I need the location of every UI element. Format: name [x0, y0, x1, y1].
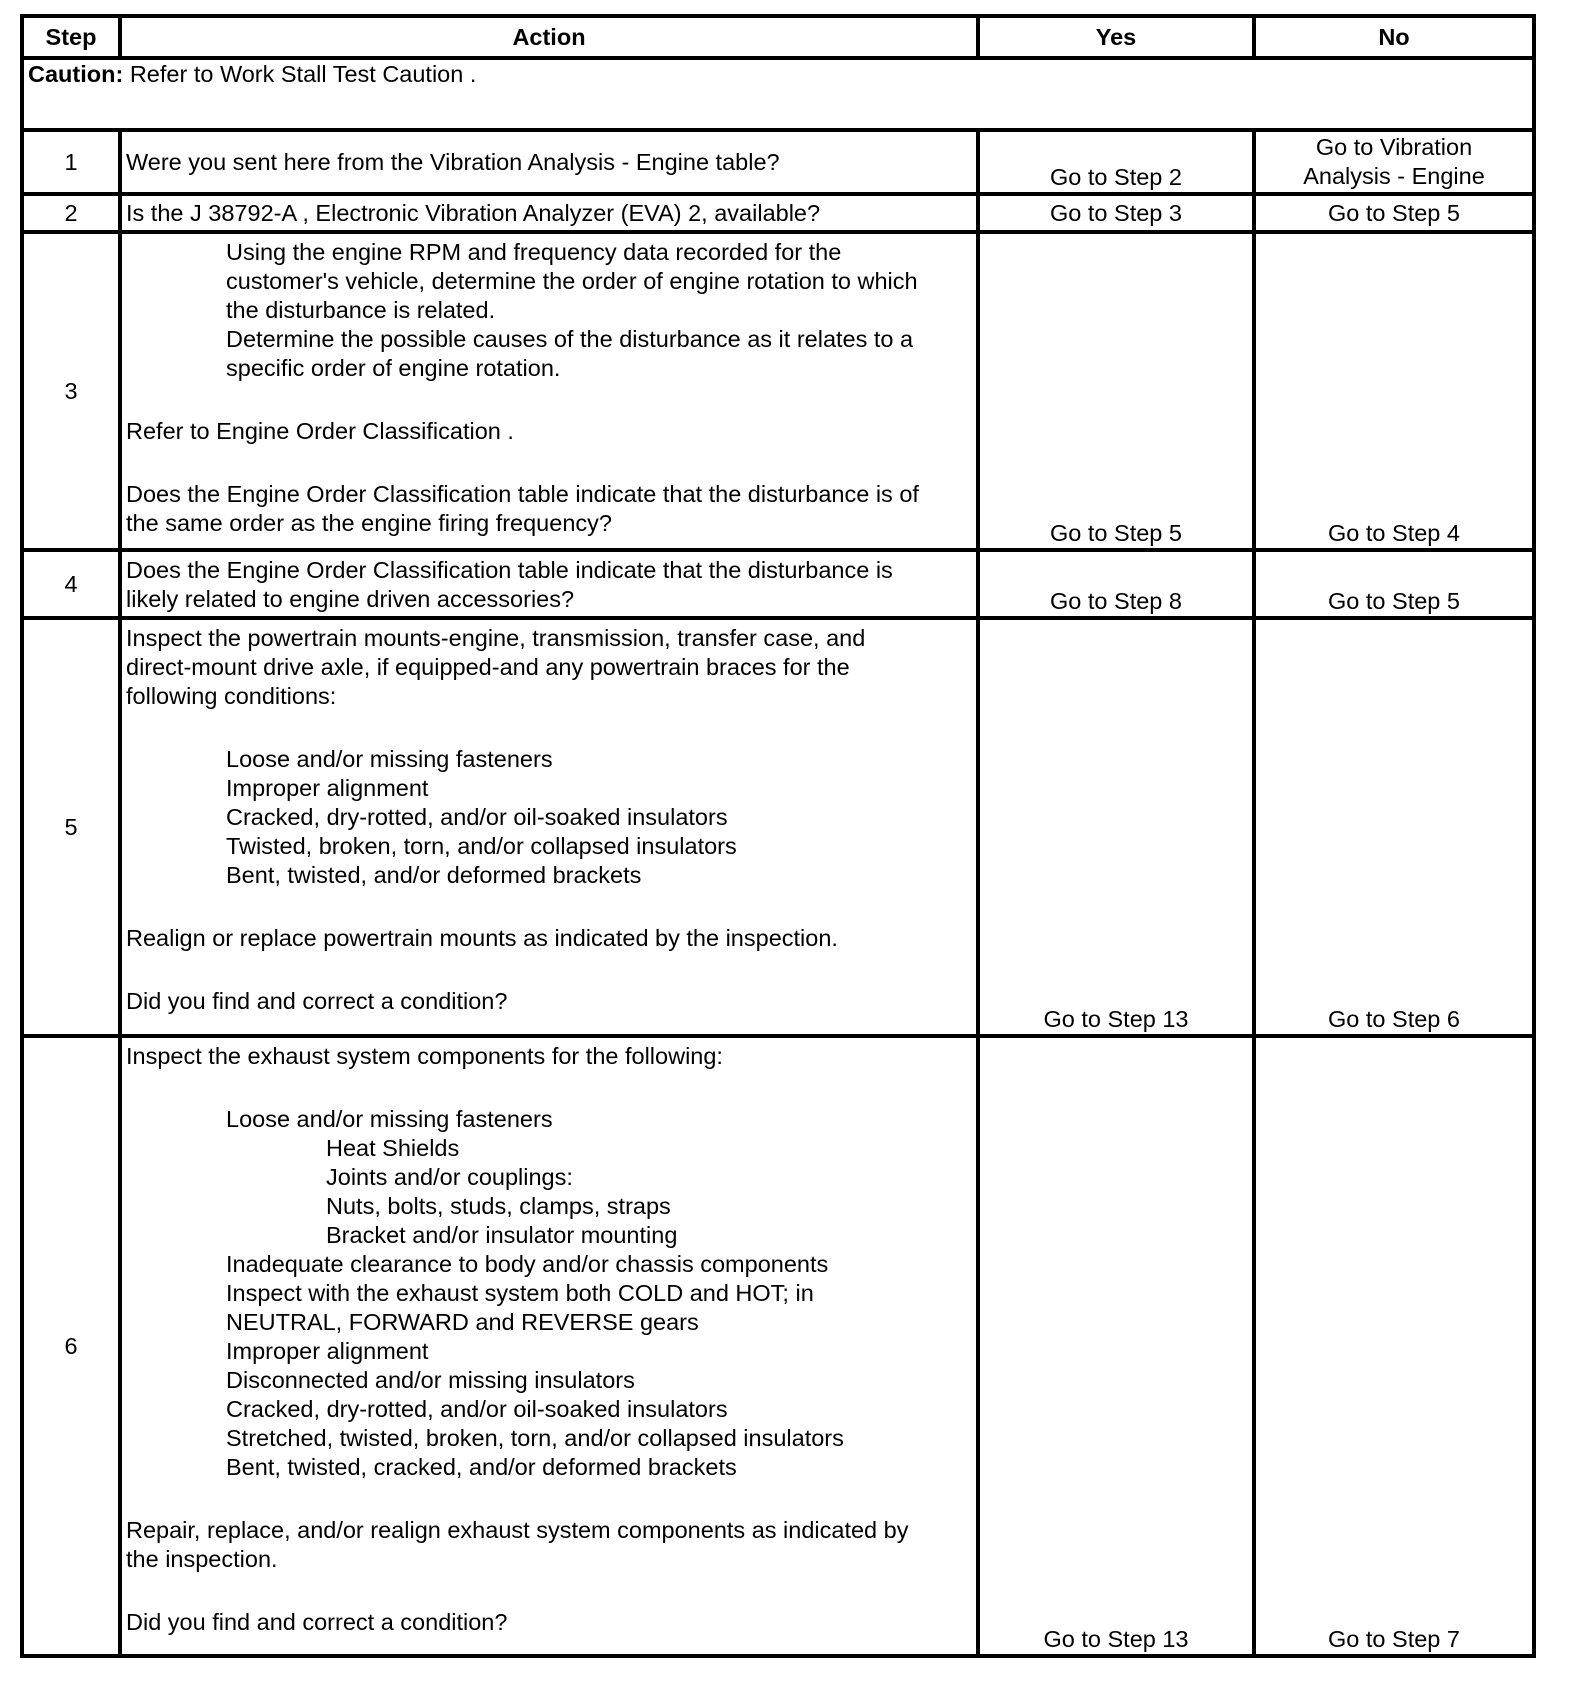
action-line: Nuts, bolts, studs, clamps, straps [326, 1193, 671, 1219]
action-line: Determine the possible causes of the disturbance as it relates to a [226, 326, 914, 352]
table-header-row [22, 16, 1534, 58]
step-number: 3 [22, 232, 120, 550]
action-line: Joints and/or couplings: [326, 1164, 573, 1190]
action-line: Twisted, broken, torn, and/or collapsed insulators [226, 833, 737, 859]
action-cell [120, 232, 978, 550]
diagnostic-table-container [20, 14, 1536, 1658]
yes-cell: Go to Step 2 [978, 130, 1254, 194]
action-line: Does the Engine Order Classification table indicate that the disturbance is [126, 557, 893, 583]
action-line: Cracked, dry-rotted, and/or oil-soaked insulators [226, 1396, 728, 1422]
action-line: Disconnected and/or missing insulators [226, 1367, 635, 1393]
no-cell [1254, 130, 1534, 194]
action-line: Inspect with the exhaust system both COLD and HOT; in [226, 1280, 814, 1306]
header-step: Step [22, 16, 120, 58]
action-line: Cracked, dry-rotted, and/or oil-soaked insulators [226, 804, 728, 830]
header-no: No [1254, 16, 1534, 58]
action-line: Loose and/or missing fasteners [226, 746, 553, 772]
action-line: the same order as the engine firing frequency? [126, 510, 612, 536]
action-line: Inadequate clearance to body and/or chassis components [226, 1251, 829, 1277]
no-cell: Go to Step 4 [1254, 232, 1534, 550]
action-cell [120, 1036, 978, 1656]
no-line: Analysis - Engine [1303, 163, 1485, 189]
action-line: the inspection. [126, 1546, 278, 1572]
header-action: Action [120, 16, 978, 58]
no-line: Go to Vibration [1315, 134, 1473, 160]
action-line: Inspect the powertrain mounts-engine, transmission, transfer case, and [126, 625, 866, 651]
action-line: Were you sent here from the Vibration Analysis - Engine table? [126, 148, 780, 175]
action-line: Using the engine RPM and frequency data recorded for the [226, 239, 842, 265]
action-line: Repair, replace, and/or realign exhaust system components as indicated by [126, 1517, 909, 1543]
table-row-step-2 [22, 194, 1534, 232]
action-line: Does the Engine Order Classification table indicate that the disturbance is of [126, 481, 919, 507]
action-line: Bent, twisted, and/or deformed brackets [226, 862, 642, 888]
action-line: likely related to engine driven accessories? [126, 586, 575, 612]
action-line: Refer to Engine Order Classification . [126, 418, 514, 444]
header-yes: Yes [978, 16, 1254, 58]
action-line: customer's vehicle, determine the order of engine rotation to which [226, 268, 918, 294]
action-line: Is the J 38792-A , Electronic Vibration Analyzer (EVA) 2, available? [126, 199, 821, 226]
action-line: Heat Shields [326, 1135, 460, 1161]
action-line: Bent, twisted, cracked, and/or deformed brackets [226, 1454, 737, 1480]
no-cell: Go to Step 6 [1254, 618, 1534, 1036]
action-line: Bracket and/or insulator mounting [326, 1222, 678, 1248]
action-cell [120, 194, 978, 232]
caution-text: Refer to Work Stall Test Caution . [129, 61, 477, 87]
caution-cell [22, 58, 1534, 130]
action-line: the disturbance is related. [226, 297, 496, 323]
table-row-step-5 [22, 618, 1534, 1036]
action-line: following conditions: [126, 683, 337, 709]
action-line: specific order of engine rotation. [226, 355, 561, 381]
no-cell: Go to Step 5 [1254, 194, 1534, 232]
action-line: Improper alignment [226, 1338, 429, 1364]
action-line: Realign or replace powertrain mounts as indicated by the inspection. [126, 925, 838, 951]
table-row-step-6 [22, 1036, 1534, 1656]
no-cell: Go to Step 7 [1254, 1036, 1534, 1656]
action-cell [120, 618, 978, 1036]
action-cell [120, 130, 978, 194]
step-number: 2 [22, 194, 120, 232]
table-row-step-3 [22, 232, 1534, 550]
yes-cell: Go to Step 3 [978, 194, 1254, 232]
action-line: Inspect the exhaust system components for the following: [126, 1043, 723, 1069]
no-cell: Go to Step 5 [1254, 550, 1534, 618]
yes-cell: Go to Step 8 [978, 550, 1254, 618]
action-line: Did you find and correct a condition? [126, 988, 508, 1014]
diagnostic-table [20, 14, 1536, 1658]
step-number: 4 [22, 550, 120, 618]
yes-cell: Go to Step 13 [978, 618, 1254, 1036]
action-cell [120, 550, 978, 618]
caution-label: Caution: [28, 61, 124, 87]
step-number: 6 [22, 1036, 120, 1656]
action-line: Loose and/or missing fasteners [226, 1106, 553, 1132]
table-row-step-1 [22, 130, 1534, 194]
table-row-step-4 [22, 550, 1534, 618]
yes-cell: Go to Step 13 [978, 1036, 1254, 1656]
yes-cell: Go to Step 5 [978, 232, 1254, 550]
action-line: Did you find and correct a condition? [126, 1609, 508, 1635]
action-line: Stretched, twisted, broken, torn, and/or collapsed insulators [226, 1425, 844, 1451]
action-line: NEUTRAL, FORWARD and REVERSE gears [226, 1309, 699, 1335]
step-number: 5 [22, 618, 120, 1036]
action-line: direct-mount drive axle, if equipped-and any powertrain braces for the [126, 654, 850, 680]
caution-row [22, 58, 1534, 130]
action-line: Improper alignment [226, 775, 429, 801]
step-number: 1 [22, 130, 120, 194]
